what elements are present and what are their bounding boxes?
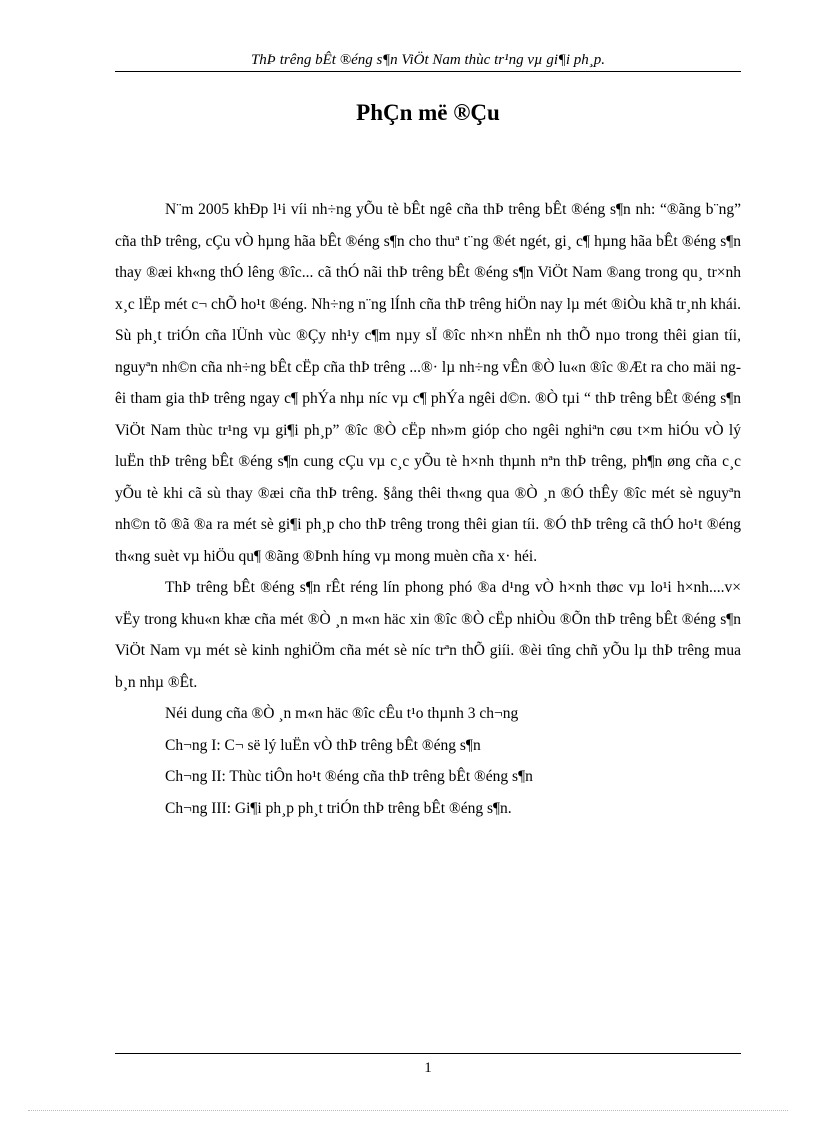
paragraph-scope: ThÞ trêng bÊt ®éng s¶n rÊt réng lín phong phó ®a d¹ng vÒ h×nh thøc vµ lo¹i h×nh....v× vËy trong khu«n khæ cña mét ®Ò ¸n m«n häc xin ®îc ®Ò cËp nhiÒu ®Õn thÞ trêng bÊt ®éng s¶n ViÖt Nam vµ mét sè kinh nghiÖm cña mét sè níc trªn thÕ giíi. ®èi tîng chñ yÕu lµ thÞ trêng mua b¸n nhµ ®Êt.: [115, 579, 741, 691]
outline-intro: Néi dung cña ®Ò ¸n m«n häc ®îc cÊu t¹o thµnh 3 ch¬ng: [165, 705, 519, 722]
chapter-item: Ch¬ng III: Gi¶i ph¸p ph¸t triÓn thÞ trêng bÊt ®éng s¶n.: [165, 799, 512, 817]
header-rule: [115, 71, 741, 72]
body-content: [115, 194, 741, 824]
page-title: PhÇn më ®Çu: [356, 100, 500, 125]
chapter-item: Ch¬ng I: C¬ së lý luËn vÒ thÞ trêng bÊt ®éng s¶n: [165, 736, 481, 754]
chapter-outline: [115, 698, 741, 824]
page-number: 1: [424, 1060, 432, 1076]
page-bottom-divider: [28, 1110, 788, 1111]
paragraph-intro: N¨m 2005 khÐp l¹i víi nh÷ng yÕu tè bÊt ngê cña thÞ trêng bÊt ®éng s¶n nh: “®ãng b¨ng” cña thÞ trêng, cÇu vÒ hµng hãa bÊt ®éng s¶n cho thuª t¨ng ®ét ngét, gi¸ c¶ hµng hãa bÊt ®éng s¶n thay ®æi kh«ng thÓ lêng ®îc... cã thÓ nãi thÞ trêng bÊt ®éng s¶n ViÖt Nam ®ang trong qu¸ tr×nh x¸c lËp mét c¬ chÕ ho¹t ®éng. Nh÷ng n¨ng lÍnh cña thÞ trêng hiÖn nay lµ mét ®iÒu khã tr¸nh khái. Sù ph¸t triÓn cña lÜnh vùc ®Çy nh¹y c¶m nµy sÏ ®îc nh×n nhËn nh thÕ nµo trong thêi gian tíi, nguyªn nh©n cña nh÷ng bÊt cËp cña thÞ trêng ...®· lµ nh÷ng vÊn ®Ò lu«n ®îc ®Æt ra cho mäi ngêi tham gia thÞ trêng ngay c¶ phÝa nhµ níc vµ c¶ phÝa ngêi d©n. ®Ò tµi “ thÞ trêng bÊt ®éng s¶n ViÖt Nam thùc tr¹ng vµ gi¶i ph¸p” ®îc ®Ò cËp nh»m gióp cho ngêi nghiªn cøu t×m hiÓu vÒ lý luËn thÞ trêng bÊt ®éng s¶n cung cÇu vµ c¸c yÕu tè h×nh thµnh nªn thÞ trêng, ph¶n øng cña c¸c yÕu tè khi cã sù thay ®æi cña thÞ trêng. §ång thêi th«ng qua ®Ò ¸n ®Ó thÊy ®îc mét sè nguyªn nh©n tõ ®ã ®a ra mét sè gi¶i ph¸p cho thÞ trêng trong thêi gian tíi. ®Ó thÞ trêng cã thÓ ho¹t ®éng th«ng suèt vµ hiÖu qu¶ ®ãng ®Þnh híng vµ mong muèn cña x· héi.: [115, 201, 741, 565]
chapter-item: Ch¬ng II: Thùc tiÔn ho¹t ®éng cña thÞ trêng bÊt ®éng s¶n: [165, 768, 533, 785]
running-header: ThÞ trêng bÊt ®éng s¶n ViÖt Nam thùc tr¹ng vµ gi¶i ph¸p.: [250, 52, 606, 68]
footer-rule: [115, 1053, 741, 1054]
